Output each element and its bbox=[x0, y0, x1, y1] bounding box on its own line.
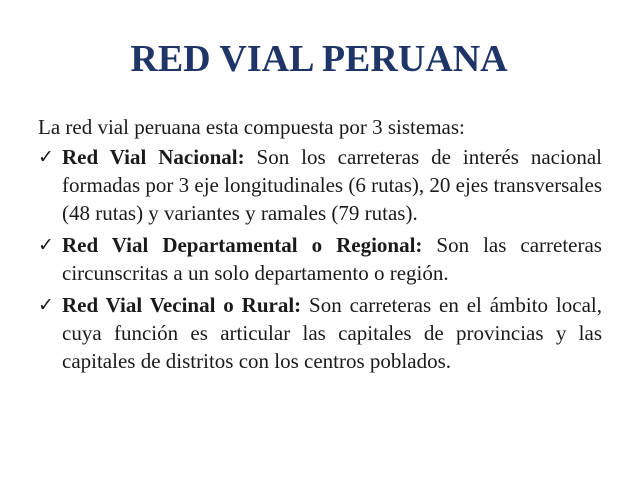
item-text: Son carreteras en el ámbito local, cuya función es articular las capitales de provincias y las capitales de distritos con los centros poblados. bbox=[62, 293, 602, 373]
list-item-departamental bbox=[38, 231, 602, 287]
bullet-list bbox=[38, 143, 602, 379]
checkmark-icon: ✓ bbox=[38, 146, 54, 168]
item-term: Red Vial Nacional: bbox=[62, 145, 245, 169]
item-text: Son las carreteras circunscritas a un solo departamento o región. bbox=[62, 233, 602, 285]
list-item-vecinal bbox=[38, 291, 602, 375]
checkmark-icon: ✓ bbox=[38, 234, 54, 256]
item-term: Red Vial Vecinal o Rural: bbox=[62, 293, 302, 317]
checkmark-icon: ✓ bbox=[38, 294, 54, 316]
slide-title: RED VIAL PERUANA bbox=[130, 38, 508, 80]
item-text: Son los carreteras de interés nacional formadas por 3 eje longitudinales (6 rutas), 20 ejes transversales (48 rutas) y variantes y ramales (79 rutas). bbox=[62, 145, 603, 225]
item-term: Red Vial Departamental o Regional: bbox=[62, 233, 423, 257]
list-item-nacional bbox=[38, 143, 602, 227]
intro-text: La red vial peruana esta compuesta por 3 sistemas: bbox=[38, 115, 465, 139]
